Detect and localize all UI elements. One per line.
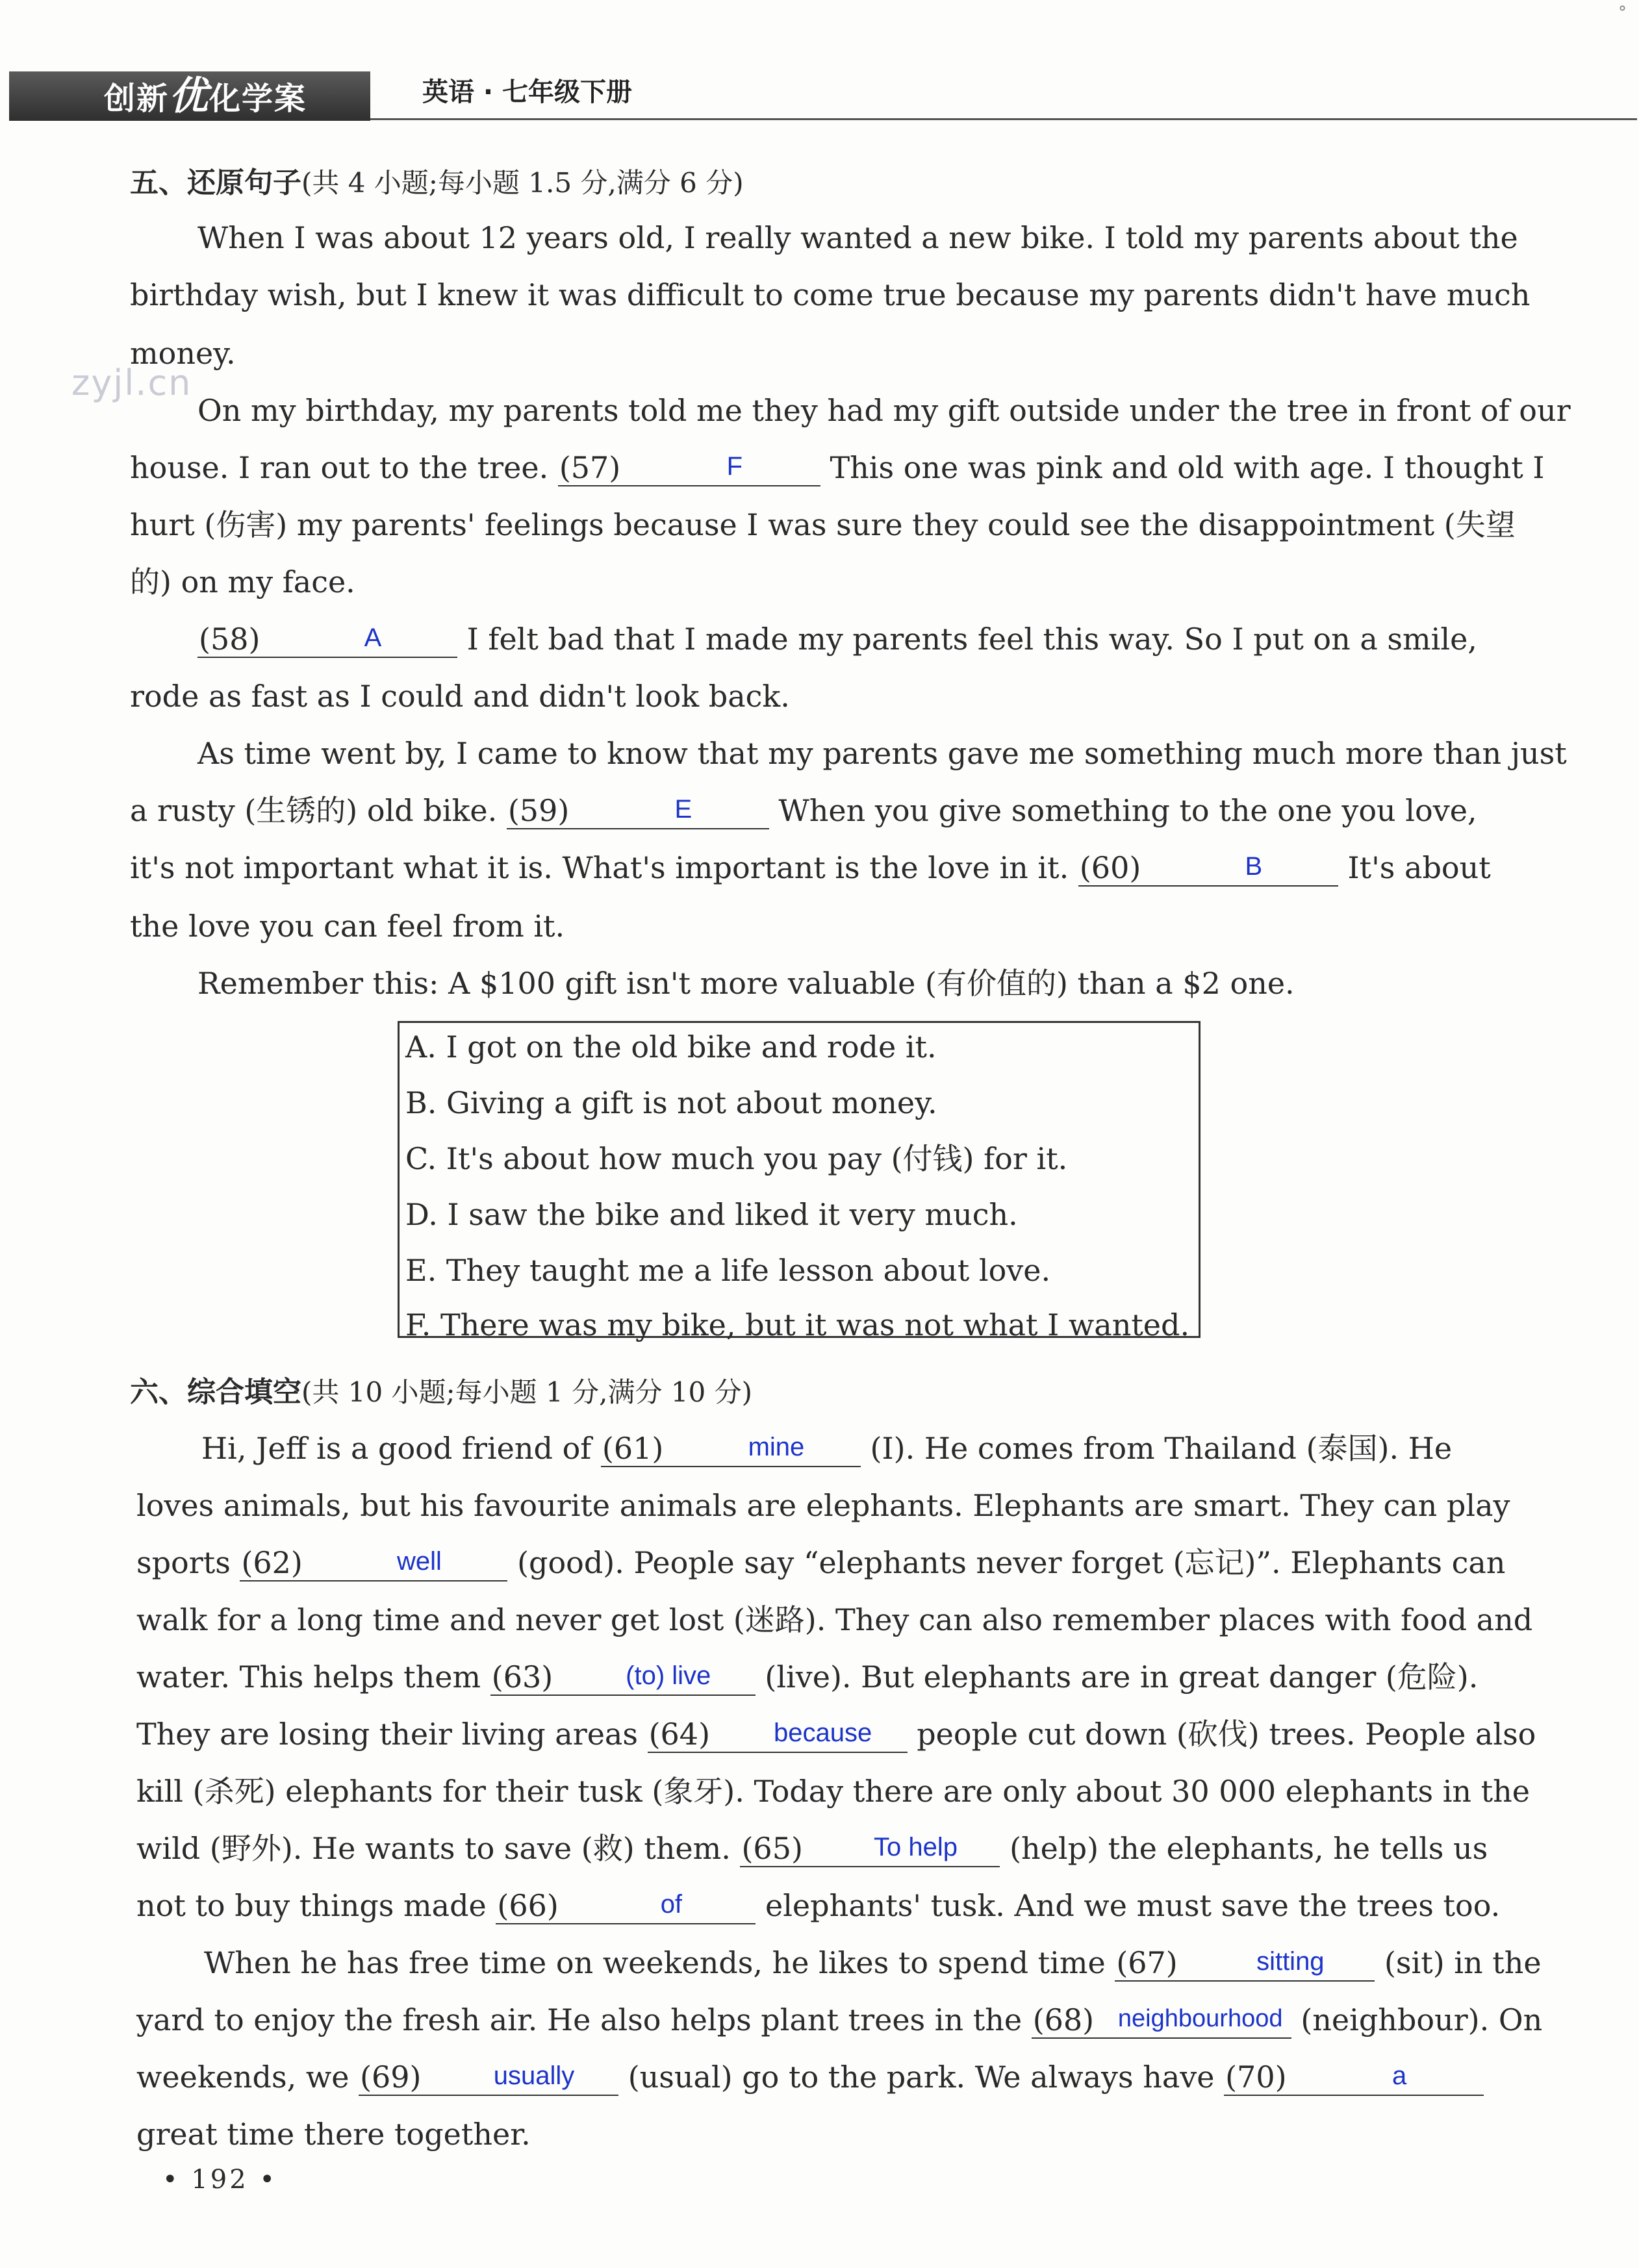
paragraph-line: a rusty (生锈的) old bike. (59) E When you give something to the one you love,	[130, 793, 1477, 828]
paragraph-line: great time there together.	[136, 2117, 531, 2152]
section6-heading	[130, 1372, 1479, 1412]
answer-text: sitting	[1256, 1947, 1325, 1976]
answer-text: of	[660, 1890, 683, 1919]
paragraph-line: On my birthday, my parents told me they had my gift outside under the tree in front of our	[197, 393, 1571, 428]
page-number: • 192 •	[162, 2165, 277, 2195]
paragraph-line: 的) on my face.	[130, 564, 355, 599]
option-b: B. Giving a gift is not about money.	[405, 1085, 937, 1120]
answer-text: F	[726, 452, 743, 481]
paragraph-line: weekends, we (69) usually (usual) go to the park. We always have (70) a	[136, 2058, 1481, 2097]
section6-note: (共 10 小题;每小题 1 分,满分 10 分)	[301, 1376, 752, 1408]
answer-blank-59[interactable]: (59) E	[507, 793, 769, 829]
option-c: C. It's about how much you pay (付钱) for it.	[405, 1141, 1068, 1176]
section5-heading	[130, 162, 1479, 203]
paragraph-line: rode as fast as I could and didn't look back.	[130, 679, 790, 714]
answer-blank-63[interactable]: (63) (to) live	[490, 1659, 756, 1696]
answer-text: well	[397, 1547, 442, 1576]
option-e: E. They taught me a life lesson about love.	[405, 1253, 1051, 1288]
option-f: F. There was my bike, but it was not what I wanted.	[405, 1307, 1190, 1342]
paragraph-line: Hi, Jeff is a good friend of (61) mine (I). He comes from Thailand (泰国). He	[201, 1431, 1453, 1466]
answer-text: mine	[748, 1433, 805, 1461]
answer-text: usually	[493, 2061, 575, 2090]
answer-text: because	[773, 1719, 872, 1747]
answer-blank-61[interactable]: (61) mine	[601, 1431, 861, 1467]
answer-text: neighbourhood	[1117, 2005, 1283, 2032]
paragraph-line: When he has free time on weekends, he likes to spend time (67) sitting (sit) in the	[204, 1945, 1542, 1980]
answer-blank-67[interactable]: (67) sitting	[1115, 1945, 1375, 1982]
answer-blank-62[interactable]: (62) well	[240, 1545, 507, 1581]
watermark: zyjl.cn	[71, 362, 192, 403]
answer-blank-69[interactable]: (69) usually	[359, 2060, 618, 2096]
answer-blank-70[interactable]: (70) a	[1224, 2060, 1484, 2096]
answer-text: A	[364, 624, 382, 652]
paragraph-line: (58) A I felt bad that I made my parents feel this way. So I put on a smile,	[199, 622, 1477, 657]
paragraph-line: hurt (伤害) my parents' feelings because I was sure they could see the disappointment (失望	[130, 507, 1516, 542]
header-subject: 英语 · 七年级下册	[422, 77, 633, 107]
answer-text: To help	[873, 1833, 958, 1861]
paragraph-line: sports (62) well (good). People say “elephants never forget (忘记)”. Elephants can	[136, 1545, 1506, 1580]
paragraph-line: birthday wish, but I knew it was difficult to come true because my parents didn't have much	[130, 277, 1531, 312]
answer-blank-60[interactable]: (60) B	[1078, 850, 1338, 887]
paragraph-line: When I was about 12 years old, I really wanted a new bike. I told my parents about the	[197, 220, 1518, 255]
paragraph-line: house. I ran out to the tree. (57) F This one was pink and old with age. I thought I	[130, 450, 1545, 485]
answer-blank-68[interactable]: (68) neighbourhood	[1032, 2002, 1291, 2039]
paragraph-line: it's not important what it is. What's important is the love in it. (60) B It's about	[130, 850, 1491, 885]
paragraph-line: As time went by, I came to know that my parents gave me something much more than just	[197, 736, 1567, 771]
paragraph-line: not to buy things made (66) of elephants' tusk. And we must save the trees too.	[136, 1888, 1501, 1923]
header-rule	[370, 118, 1637, 120]
margin-mark: ˚	[1618, 5, 1627, 28]
paragraph-line: money.	[130, 336, 236, 371]
answer-blank-64[interactable]: (64) because	[648, 1717, 908, 1753]
section6-title: 六、综合填空	[130, 1376, 301, 1409]
paragraph-line: walk for a long time and never get lost (迷路). They can also remember places with food and	[136, 1602, 1533, 1637]
answer-blank-57[interactable]: (57) F	[558, 450, 820, 486]
paragraph-line: the love you can feel from it.	[130, 909, 565, 944]
answer-text: B	[1245, 852, 1263, 881]
answer-text: (to) live	[626, 1661, 711, 1690]
answer-text: E	[674, 795, 692, 824]
paragraph-line: water. This helps them (63) (to) live (live). But elephants are in great danger (危险).	[136, 1659, 1479, 1695]
answer-blank-58[interactable]: (58) A	[197, 622, 457, 658]
options-box	[398, 1021, 1201, 1338]
option-a: A. I got on the old bike and rode it.	[405, 1029, 937, 1065]
paragraph-line: yard to enjoy the fresh air. He also helps plant trees in the (68) neighbourhood (neighbour). On	[136, 2002, 1543, 2037]
answer-blank-66[interactable]: (66) of	[496, 1888, 756, 1924]
paragraph-line: loves animals, but his favourite animals are elephants. Elephants are smart. They can play	[136, 1488, 1510, 1523]
paragraph-line: Remember this: A $100 gift isn't more valuable (有价值的) than a $2 one.	[197, 966, 1295, 1001]
section5-note: (共 4 小题;每小题 1.5 分,满分 6 分)	[301, 167, 744, 199]
paragraph-line: kill (杀死) elephants for their tusk (象牙). Today there are only about 30 000 elephants in the	[136, 1774, 1530, 1809]
paragraph-line: wild (野外). He wants to save (救) them. (65) To help (help) the elephants, he tells us	[136, 1831, 1488, 1866]
option-d: D. I saw the bike and liked it very much.	[405, 1197, 1018, 1232]
header-logo: 创新优化学案	[104, 73, 307, 119]
answer-text: a	[1391, 2061, 1407, 2090]
paragraph-line: They are losing their living areas (64) because people cut down (砍伐) trees. People also	[136, 1717, 1536, 1752]
answer-blank-65[interactable]: (65) To help	[740, 1831, 1000, 1867]
section5-title: 五、还原句子	[130, 166, 301, 199]
